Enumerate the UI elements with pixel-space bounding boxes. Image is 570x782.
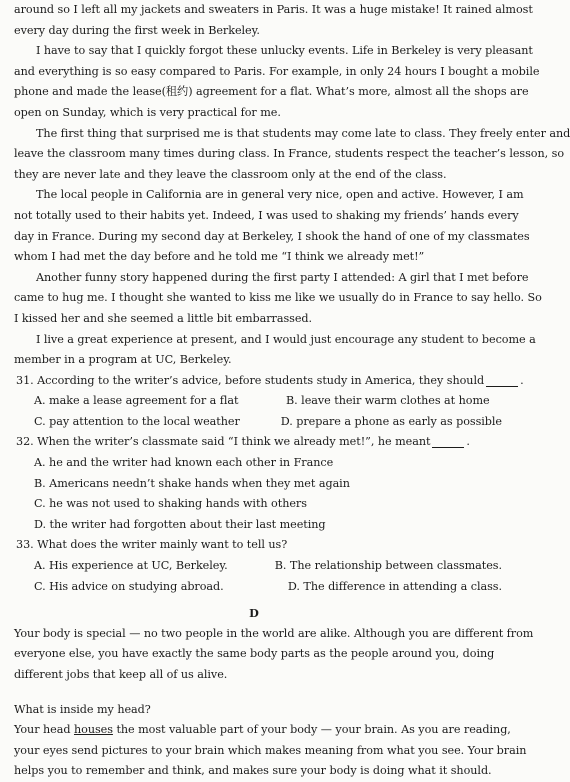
section-d-rest xyxy=(14,741,527,782)
option-row xyxy=(14,556,502,577)
question-punct: . xyxy=(466,435,470,449)
paragraph-line: leave the classroom many times during class. In France, students respect the teacher’s lesson, so xyxy=(14,147,565,161)
answer-option[interactable]: A. he and the writer had known each other in France xyxy=(34,456,334,470)
option-row xyxy=(14,474,502,495)
option-row xyxy=(14,494,502,515)
answer-blank[interactable] xyxy=(432,435,464,448)
paragraph-line: they are never late and they leave the classroom only at the end of the class. xyxy=(14,167,447,181)
answer-option[interactable]: B. The relationship between classmates. xyxy=(274,559,502,573)
paragraph-line: member in a program at UC, Berkeley. xyxy=(14,353,232,367)
paragraph-line: not totally used to their habits yet. Indeed, I was used to shaking my friends’ hands every xyxy=(14,208,519,222)
question-stem xyxy=(14,432,502,453)
paragraph-line: helps you to remember and think, and makes sure your body is doing what it should. xyxy=(14,764,492,778)
answer-option[interactable]: C. His advice on studying abroad. xyxy=(34,579,224,593)
paragraph-line: different jobs that keep all of us alive. xyxy=(14,668,228,681)
paragraph-line: around so I left all my jackets and sweaters in Paris. It was a huge mistake! It rained almost xyxy=(14,3,533,16)
answer-blank[interactable] xyxy=(486,374,518,387)
paragraph-line: and everything is so easy compared to Paris. For example, in only 24 hours I bought a mobile xyxy=(14,64,540,78)
text-span: the most valuable part of your body — your brain. As you are reading, xyxy=(112,723,511,737)
underlined-word: houses xyxy=(73,723,113,737)
paragraph-line: The local people in California are in general very nice, open and active. However, I am xyxy=(36,188,524,202)
paragraph-line: phone and made the lease(租约) agreement for a flat. What’s more, almost all the shops are xyxy=(14,85,529,99)
question-text: 33. What does the writer mainly want to tell us? xyxy=(16,538,288,552)
paragraph-line: every day during the first week in Berkeley. xyxy=(14,23,260,37)
question-text: 32. When the writer’s classmate said “I think we already met!”, he meant xyxy=(16,435,431,449)
paragraph-line: your eyes send pictures to your brain which makes meaning from what you see. Your brain xyxy=(14,743,527,757)
text-span: Your head xyxy=(14,723,74,737)
option-row xyxy=(14,577,502,598)
option-row xyxy=(14,515,502,536)
exam-page xyxy=(14,0,570,782)
option-row xyxy=(14,412,502,433)
paragraph-line: The first thing that surprised me is that students may come late to class. They freely enter and xyxy=(36,126,570,140)
question-punct: . xyxy=(520,373,524,387)
answer-option[interactable]: B. Americans needn’t shake hands when they met again xyxy=(34,476,350,490)
option-row xyxy=(14,453,502,474)
answer-option[interactable]: A. His experience at UC, Berkeley. xyxy=(34,559,228,573)
paragraph-line: I have to say that I quickly forgot these unlucky events. Life in Berkeley is very pleasant xyxy=(36,44,533,58)
answer-option[interactable]: C. pay attention to the local weather xyxy=(34,414,240,428)
passage-c xyxy=(14,0,570,371)
questions xyxy=(14,371,524,598)
question-stem xyxy=(14,535,502,556)
paragraph-line: day in France. During my second day at Berkeley, I shook the hand of one of my classmates xyxy=(14,229,530,243)
answer-option[interactable]: B. leave their warm clothes at home xyxy=(286,394,490,408)
answer-option[interactable]: D. prepare a phone as early as possible xyxy=(280,414,502,428)
question-text: 31. According to the writer’s advice, before students study in America, they should xyxy=(16,373,485,387)
paragraph-line: Another funny story happened during the first party I attended: A girl that I met before xyxy=(36,270,529,284)
answer-option[interactable]: A. make a lease agreement for a flat xyxy=(34,394,239,408)
section-d xyxy=(14,597,534,782)
answer-option[interactable]: C. he was not used to shaking hands with others xyxy=(34,497,307,511)
paragraph-line xyxy=(14,720,511,741)
option-row xyxy=(14,391,502,412)
subheading: What is inside my head? xyxy=(14,702,151,716)
paragraph-line: whom I had met the day before and he told me “I think we already met!” xyxy=(14,250,425,264)
paragraph-line: everyone else, you have exactly the same body parts as the people around you, doing xyxy=(14,647,495,661)
answer-option[interactable]: D. the writer had forgotten about their last meeting xyxy=(34,517,326,531)
question-stem xyxy=(14,371,524,392)
paragraph-line: open on Sunday, which is very practical for me. xyxy=(14,105,281,119)
paragraph-line: I kissed her and she seemed a little bit embarrassed. xyxy=(14,311,313,325)
section-d-intro xyxy=(14,624,534,686)
answer-option[interactable]: D. The difference in attending a class. xyxy=(287,579,502,593)
section-letter: D xyxy=(249,606,259,621)
paragraph-line: came to hug me. I thought she wanted to kiss me like we usually do in France to say hello. So xyxy=(14,291,542,305)
paragraph-line: I live a great experience at present, and I would just encourage any student to become a xyxy=(36,332,536,346)
paragraph-line: Your body is special — no two people in the world are alike. Although you are different from xyxy=(14,626,534,640)
